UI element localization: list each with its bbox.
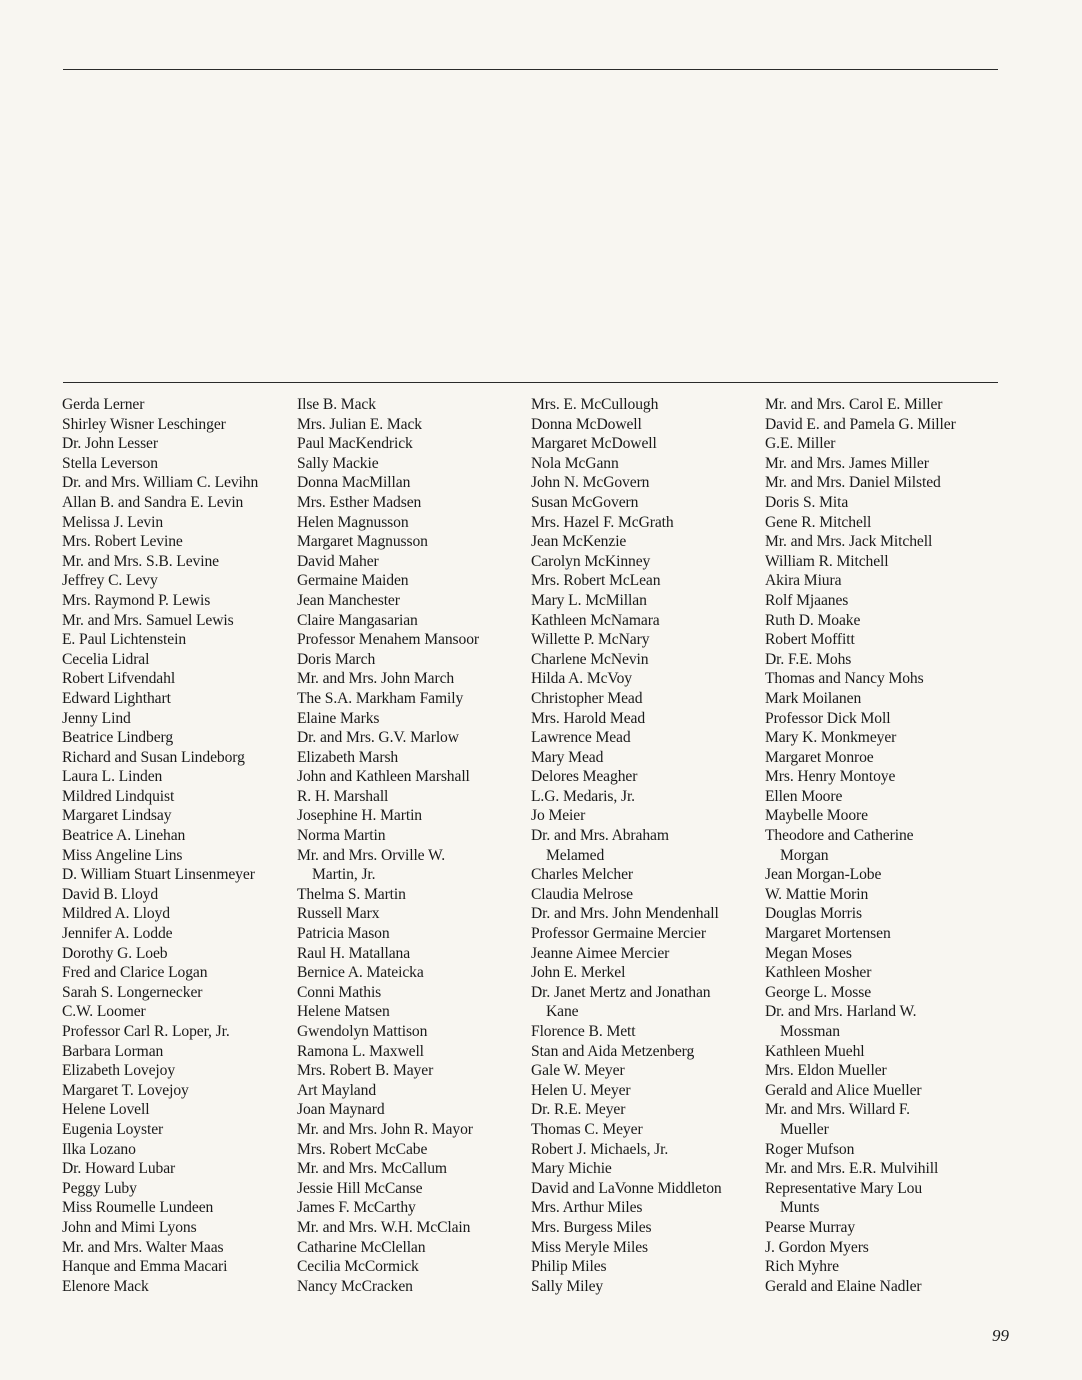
list-item: Mary Michie — [531, 1160, 612, 1178]
list-item: Mr. and Mrs. Samuel Lewis — [62, 611, 234, 629]
list-item: Catharine McClellan — [297, 1238, 426, 1256]
list-item: Dr. and Mrs. G.V. Marlow — [297, 729, 459, 747]
list-item: Miss Angeline Lins — [62, 846, 183, 864]
list-item: Mary K. Monkmeyer — [765, 729, 897, 747]
list-item: Mossman — [780, 1023, 840, 1040]
list-item: Miss Meryle Miles — [531, 1238, 648, 1256]
list-item: E. Paul Lichtenstein — [62, 631, 187, 649]
list-item: Lawrence Mead — [531, 729, 631, 747]
list-item: Elizabeth Lovejoy — [62, 1062, 176, 1080]
list-item: Doris S. Mita — [765, 493, 849, 511]
list-item: Mrs. Burgess Miles — [531, 1218, 652, 1236]
list-item: Jennifer A. Lodde — [62, 925, 173, 943]
list-item: Ilse B. Mack — [297, 396, 376, 413]
list-item: Miss Roumelle Lundeen — [62, 1199, 214, 1217]
list-item: David and LaVonne Middleton — [531, 1179, 722, 1197]
list-item: Helen U. Meyer — [531, 1081, 631, 1099]
list-item: Dr. and Mrs. William C. Levihn — [62, 474, 259, 492]
list-item: Mrs. Julian E. Mack — [297, 415, 422, 433]
list-item: Margaret Lindsay — [62, 807, 172, 825]
list-item: Claire Mangasarian — [297, 611, 418, 629]
list-item: Kathleen McNamara — [531, 611, 660, 629]
list-item: Mr. and Mrs. Orville W. — [297, 846, 446, 864]
list-item: Bernice A. Mateicka — [297, 964, 424, 982]
list-item: Cecilia McCormick — [297, 1258, 419, 1276]
list-item: Morgan — [780, 846, 829, 864]
list-item: Thelma S. Martin — [297, 885, 406, 903]
list-top-rule — [63, 382, 998, 383]
list-item: Helene Lovell — [62, 1101, 150, 1119]
list-item: Jeanne Aimee Mercier — [531, 944, 670, 962]
list-item: Dorothy G. Loeb — [62, 944, 168, 962]
list-item: Helen Magnusson — [297, 513, 409, 531]
list-item: Doris March — [297, 650, 376, 668]
list-item: Rolf Mjaanes — [765, 591, 849, 609]
list-item: Jo Meier — [531, 807, 586, 825]
list-item: Donna McDowell — [531, 415, 642, 433]
list-item: Dr. Janet Mertz and Jonathan — [531, 983, 711, 1001]
list-item: Susan McGovern — [531, 493, 639, 511]
list-item: John N. McGovern — [531, 474, 650, 492]
list-item: Sally Mackie — [297, 454, 379, 472]
list-item: Donna MacMillan — [297, 474, 411, 492]
list-item: Mary Mead — [531, 748, 604, 766]
list-item: Mrs. Harold Mead — [531, 709, 646, 727]
list-item: Akira Miura — [765, 572, 842, 590]
list-item: Robert Moffitt — [765, 631, 855, 649]
list-item: Russell Marx — [297, 905, 380, 923]
name-column-2 — [297, 395, 479, 1296]
list-item: Florence B. Mett — [531, 1023, 636, 1040]
list-item: Representative Mary Lou — [765, 1179, 923, 1197]
list-item: Sarah S. Longernecker — [62, 983, 203, 1001]
list-item: Mr. and Mrs. S.B. Levine — [62, 552, 219, 570]
list-item: Dr. Howard Lubar — [62, 1160, 176, 1178]
list-item: Mueller — [780, 1120, 829, 1138]
list-item: Thomas and Nancy Mohs — [765, 670, 924, 688]
list-item: William R. Mitchell — [765, 552, 889, 570]
list-item: Beatrice A. Linehan — [62, 827, 186, 845]
list-item: Margaret T. Lovejoy — [62, 1081, 189, 1099]
list-item: Mr. and Mrs. Daniel Milsted — [765, 474, 941, 492]
list-item: Christopher Mead — [531, 689, 643, 707]
list-item: Art Mayland — [297, 1081, 377, 1099]
list-item: Charles Melcher — [531, 866, 633, 884]
list-item: Helene Matsen — [297, 1003, 390, 1021]
list-item: Mrs. Eldon Mueller — [765, 1062, 887, 1080]
list-item: Douglas Morris — [765, 905, 862, 923]
list-item: Robert Lifvendahl — [62, 670, 176, 688]
list-item: Jeffrey C. Levy — [62, 572, 158, 590]
list-item: Jean Morgan-Lobe — [765, 866, 882, 884]
list-item: G.E. Miller — [765, 435, 836, 453]
list-item: J. Gordon Myers — [765, 1238, 869, 1256]
list-item: Charlene McNevin — [531, 650, 649, 668]
list-item: Gene R. Mitchell — [765, 513, 872, 531]
list-item: Mr. and Mrs. James Miller — [765, 454, 929, 472]
list-item: Philip Miles — [531, 1258, 607, 1276]
list-item: W. Mattie Morin — [765, 885, 869, 903]
list-item: Jean McKenzie — [531, 533, 627, 551]
list-item: Roger Mufson — [765, 1140, 855, 1158]
name-column-1 — [62, 395, 258, 1296]
list-item: Sally Miley — [531, 1277, 604, 1295]
list-item: Elaine Marks — [297, 709, 380, 727]
list-item: Melissa J. Levin — [62, 513, 164, 531]
list-item: Richard and Susan Lindeborg — [62, 748, 245, 766]
list-item: Mr. and Mrs. Willard F. — [765, 1101, 910, 1119]
list-item: John E. Merkel — [531, 964, 626, 982]
list-item: Margaret Mortensen — [765, 925, 891, 943]
list-item: Nola McGann — [531, 454, 619, 472]
list-item: Edward Lighthart — [62, 689, 171, 707]
list-item: Mr. and Mrs. John R. Mayor — [297, 1120, 473, 1138]
list-item: Kathleen Muehl — [765, 1042, 865, 1060]
list-item: Melamed — [546, 846, 605, 864]
list-item: Dr. and Mrs. Abraham — [531, 827, 669, 845]
list-item: Dr. and Mrs. Harland W. — [765, 1003, 917, 1021]
list-item: Mrs. Hazel F. McGrath — [531, 513, 674, 531]
list-item: Kathleen Mosher — [765, 964, 872, 982]
list-item: Dr. John Lesser — [62, 435, 158, 453]
page-number: 99 — [992, 1326, 1009, 1345]
list-item: Dr. and Mrs. John Mendenhall — [531, 905, 719, 923]
list-item: Patricia Mason — [297, 925, 390, 943]
list-item: Kane — [546, 1003, 579, 1021]
list-item: John and Kathleen Marshall — [297, 768, 470, 786]
list-item: Theodore and Catherine — [765, 827, 914, 845]
list-item: John and Mimi Lyons — [62, 1218, 197, 1236]
list-item: Megan Moses — [765, 944, 852, 962]
name-column-3 — [531, 395, 722, 1296]
list-item: Mrs. Arthur Miles — [531, 1199, 643, 1217]
list-item: R. H. Marshall — [297, 787, 389, 805]
list-item: Jenny Lind — [62, 709, 131, 727]
list-item: George L. Mosse — [765, 983, 872, 1001]
list-item: Maybelle Moore — [765, 807, 868, 825]
list-item: Fred and Clarice Logan — [62, 964, 208, 982]
list-item: Jean Manchester — [297, 591, 400, 609]
list-item: Eugenia Loyster — [62, 1120, 164, 1138]
list-item: Stan and Aida Metzenberg — [531, 1042, 695, 1060]
list-item: Allan B. and Sandra E. Levin — [62, 493, 244, 511]
list-item: Robert J. Michaels, Jr. — [531, 1140, 669, 1158]
list-item: Thomas C. Meyer — [531, 1120, 643, 1138]
list-item: Gwendolyn Mattison — [297, 1023, 428, 1040]
list-item: Dr. F.E. Mohs — [765, 650, 852, 668]
list-item: Hanque and Emma Macari — [62, 1258, 228, 1276]
list-item: Ilka Lozano — [62, 1140, 136, 1158]
list-item: Mr. and Mrs. McCallum — [297, 1160, 447, 1178]
list-item: D. William Stuart Linsenmeyer — [62, 866, 255, 884]
list-item: Mrs. Robert McCabe — [297, 1140, 428, 1158]
list-item: Mrs. Robert Levine — [62, 533, 183, 551]
list-item: Dr. R.E. Meyer — [531, 1101, 626, 1119]
list-item: Ruth D. Moake — [765, 611, 861, 629]
list-item: Willette P. McNary — [531, 631, 650, 649]
list-item: Raul H. Matallana — [297, 944, 411, 962]
list-item: Elizabeth Marsh — [297, 748, 399, 766]
list-item: Mrs. Esther Madsen — [297, 493, 422, 511]
list-item: Laura L. Linden — [62, 768, 163, 786]
list-item: Martin, Jr. — [312, 866, 376, 884]
list-item: Cecelia Lidral — [62, 650, 150, 668]
list-item: Munts — [780, 1199, 820, 1217]
list-item: Norma Martin — [297, 827, 386, 845]
list-item: L.G. Medaris, Jr. — [531, 787, 635, 805]
top-rule — [63, 69, 998, 70]
list-item: Shirley Wisner Leschinger — [62, 415, 226, 433]
list-item: Mary L. McMillan — [531, 591, 647, 609]
list-item: Margaret Magnusson — [297, 533, 428, 551]
list-item: Gerda Lerner — [62, 396, 145, 413]
list-item: Conni Mathis — [297, 983, 382, 1001]
name-column-4 — [765, 395, 956, 1296]
list-item: Stella Leverson — [62, 454, 158, 472]
list-item: Mr. and Mrs. Walter Maas — [62, 1238, 224, 1256]
list-item: Elenore Mack — [62, 1277, 149, 1295]
list-item: Jessie Hill McCanse — [297, 1179, 423, 1197]
list-item: James F. McCarthy — [297, 1199, 416, 1217]
list-item: Gale W. Meyer — [531, 1062, 625, 1080]
list-item: Delores Meagher — [531, 768, 638, 786]
list-item: Professor Carl R. Loper, Jr. — [62, 1023, 230, 1040]
list-item: Mr. and Mrs. John March — [297, 670, 455, 688]
list-item: Mrs. Henry Montoye — [765, 768, 896, 786]
list-item: Mr. and Mrs. Jack Mitchell — [765, 533, 933, 551]
list-item: Josephine H. Martin — [297, 807, 422, 825]
list-item: The S.A. Markham Family — [297, 689, 464, 707]
list-item: Hilda A. McVoy — [531, 670, 632, 688]
list-item: Beatrice Lindberg — [62, 729, 174, 747]
list-item: Nancy McCracken — [297, 1277, 413, 1295]
list-item: Mr. and Mrs. Carol E. Miller — [765, 396, 943, 413]
list-item: Mildred Lindquist — [62, 787, 175, 805]
list-item: Professor Dick Moll — [765, 709, 891, 727]
list-item: Barbara Lorman — [62, 1042, 164, 1060]
list-item: Carolyn McKinney — [531, 552, 651, 570]
list-item: Mrs. E. McCullough — [531, 396, 659, 413]
list-item: Gerald and Elaine Nadler — [765, 1277, 922, 1295]
list-item: David E. and Pamela G. Miller — [765, 415, 956, 433]
list-item: Germaine Maiden — [297, 572, 409, 590]
list-item: Margaret Monroe — [765, 748, 874, 766]
list-item: Mrs. Robert B. Mayer — [297, 1062, 434, 1080]
list-item: Professor Germaine Mercier — [531, 925, 706, 943]
list-item: David B. Lloyd — [62, 885, 159, 903]
list-item: Peggy Luby — [62, 1179, 137, 1197]
list-item: Ellen Moore — [765, 787, 843, 805]
list-item: C.W. Loomer — [62, 1003, 146, 1021]
list-item: Mildred A. Lloyd — [62, 905, 170, 923]
list-item: Joan Maynard — [297, 1101, 385, 1119]
list-item: Rich Myhre — [765, 1258, 839, 1276]
list-item: Mark Moilanen — [765, 689, 862, 707]
list-item: David Maher — [297, 552, 379, 570]
list-item: Pearse Murray — [765, 1218, 856, 1236]
list-item: Gerald and Alice Mueller — [765, 1081, 922, 1099]
list-item: Ramona L. Maxwell — [297, 1042, 424, 1060]
list-item: Mr. and Mrs. W.H. McClain — [297, 1218, 471, 1236]
list-item: Paul MacKendrick — [297, 435, 413, 453]
list-item: Margaret McDowell — [531, 435, 657, 453]
list-item: Claudia Melrose — [531, 885, 633, 903]
list-item: Professor Menahem Mansoor — [297, 631, 479, 649]
list-item: Mrs. Robert McLean — [531, 572, 661, 590]
list-item: Mr. and Mrs. E.R. Mulvihill — [765, 1160, 939, 1178]
list-item: Mrs. Raymond P. Lewis — [62, 591, 211, 609]
